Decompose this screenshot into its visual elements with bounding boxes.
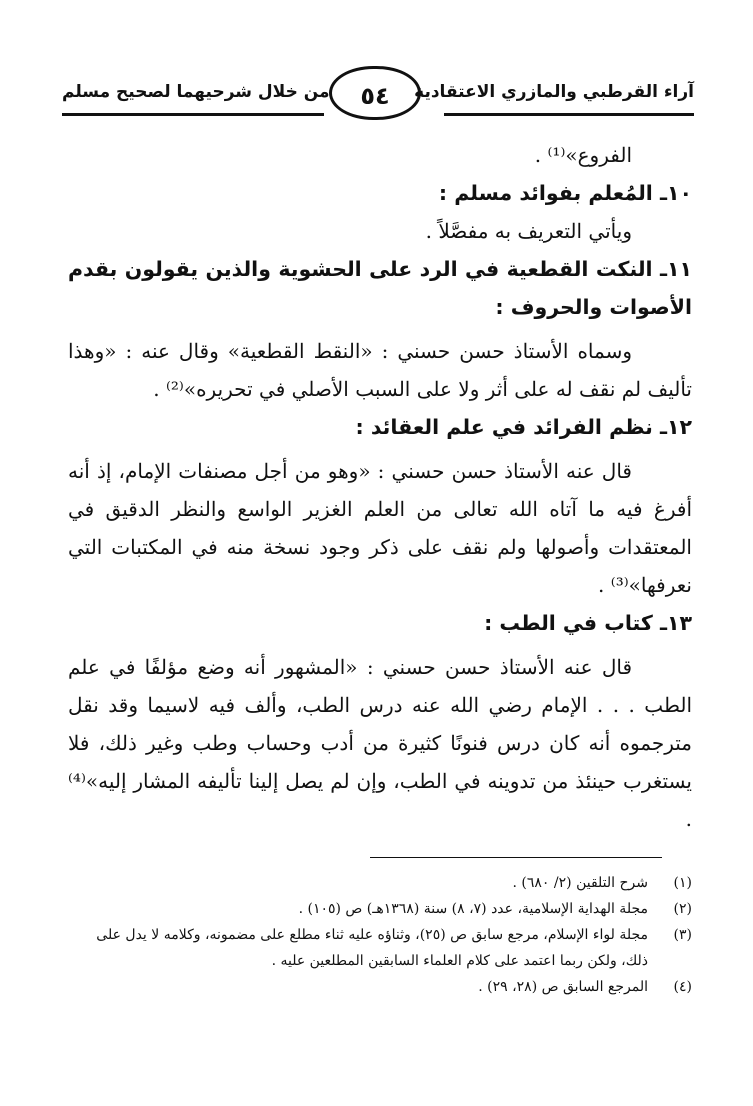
paragraph-11: وسماه الأستاذ حسن حسني : «النقط القطعية» وقال عنه : «وهذا تأليف لم نقف له على أثر ولا على السبب الأصلي في تحريره»⁽²⁾ . xyxy=(68,339,692,401)
paragraph-12: قال عنه الأستاذ حسن حسني : «وهو من أجل مصنفات الإمام، إذ أنه أفرغ فيه ما آتاه الله تعالى من العلم الغزير الواسع والنظر الدقيق في المعتقدات وأصولها ولم نقف على ذكر وجود نسخة منه في المكتبات التي نعرفها»⁽³⁾ . xyxy=(68,459,692,597)
running-header xyxy=(62,64,694,124)
section-heading-12: ١٢ـ نظم الفرائد في علم العقائد : xyxy=(355,415,692,439)
footnote-text: المرجع السابق ص (٢٨، ٢٩) . xyxy=(478,979,648,995)
main-text xyxy=(68,136,692,838)
footnote-number: (١) xyxy=(673,875,692,891)
continued-line: الفروع»⁽¹⁾ . xyxy=(534,143,632,167)
footnote-text: مجلة لواء الإسلام، مرجع سابق ص (٢٥)، وثناؤه عليه ثناء مطلع على مضمونه، وكلامه لا يدل على ذلك، ولكن ربما اعتمد على كلام العلماء السابقين المطلعين عليه . xyxy=(96,927,648,969)
paragraph-13: قال عنه الأستاذ حسن حسني : «المشهور أنه وضع مؤلفًا في علم الطب . . . الإمام رضي الله عنه درس الطب، وألف فيه لاسيما وقد نقل مترجموه أنه كان درس فنونًا كثيرة من أدب وحساب وطب وغير ذلك، فلا يستغرب حينئذ من تدوينه في الطب، وإن لم يصل إلينا تأليفه المشار إليه»⁽⁴⁾ . xyxy=(68,655,692,831)
footnote xyxy=(70,896,692,922)
header-book-title: آراء القرطبي والمازري الاعتقادية xyxy=(414,82,694,102)
footnote-number: (٢) xyxy=(673,901,692,917)
footnote-text: شرح التلقين (٢/ ٦٨٠) . xyxy=(512,875,648,891)
footnotes xyxy=(70,870,692,1000)
footnote-text: مجلة الهداية الإسلامية، عدد (٧، ٨) سنة (١٣٦٨هـ) ص (١٠٥) . xyxy=(298,901,648,917)
footnote xyxy=(70,870,692,896)
footnote xyxy=(70,922,692,974)
header-subtitle: من خلال شرحيهما لصحيح مسلم xyxy=(62,82,330,102)
footnote-separator xyxy=(370,857,662,858)
section-heading-11: ١١ـ النكت القطعية في الرد على الحشوية والذين يقولون بقدم الأصوات والحروف : xyxy=(68,257,692,319)
page-number-badge: ٥٤ xyxy=(329,66,421,120)
header-rule-left xyxy=(62,113,324,116)
paragraph-10: ويأتي التعريف به مفصَّلاً . xyxy=(425,219,632,243)
footnote-number: (٤) xyxy=(673,979,692,995)
header-rule-right xyxy=(444,113,694,116)
footnote xyxy=(70,974,692,1000)
section-heading-10: ١٠ـ المُعلم بفوائد مسلم : xyxy=(438,181,692,205)
footnote-number: (٣) xyxy=(673,927,692,943)
section-heading-13: ١٣ـ كتاب في الطب : xyxy=(484,611,692,635)
